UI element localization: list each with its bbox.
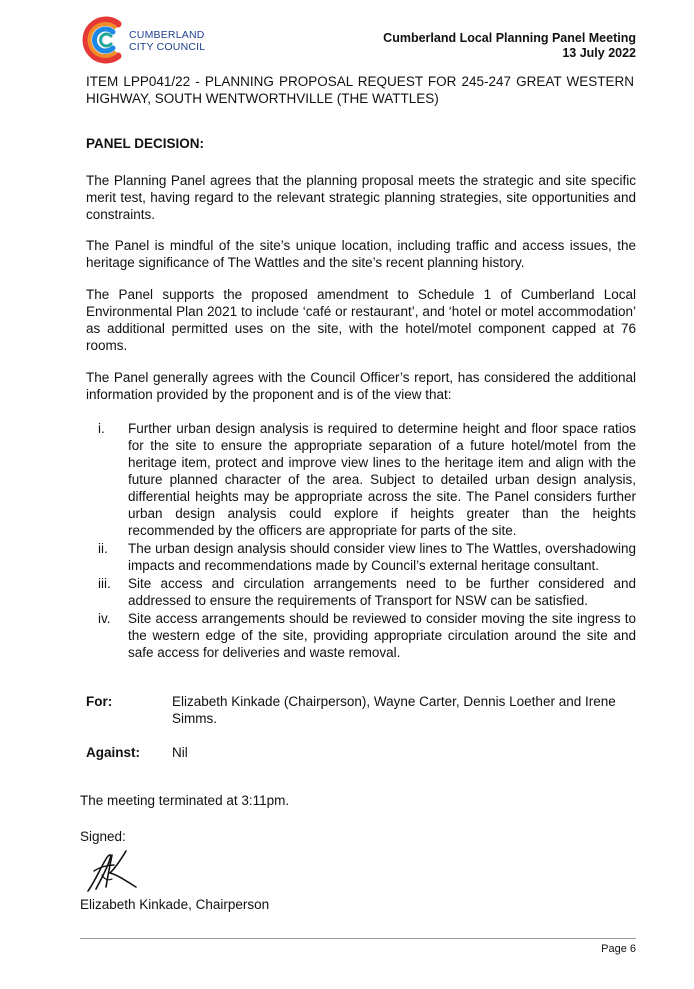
list-item-text: Further urban design analysis is required to determine height and floor space ratios for the site to ensure the appropriate separation of a future hotel/motel from the heritage item, protect and improve view lines to the heritage item and align with the future planned character of the area. Subject to detailed urban design analysis, differential heights may be appropriate across the site. The Panel considers further urban design analysis could explore if heights greater than the heights recommended by the officers are appropriate for parts of the site. <box>128 421 636 538</box>
paragraph-1: The Planning Panel agrees that the planning proposal meets the strategic and site specific merit test, having regard to the relevant strategic planning strategies, site opportunities and constraints. <box>86 173 636 222</box>
list-item-text: Site access arrangements should be reviewed to consider moving the site ingress to the western edge of the site, providing appropriate circulation around the site and safe access for deliveries and waste removal. <box>128 611 636 660</box>
vote-against-label: Against: <box>86 745 140 760</box>
list-item <box>86 610 636 661</box>
view-list <box>86 420 636 662</box>
list-item-number: ii. <box>98 541 108 556</box>
vote-against-value: Nil <box>172 745 188 760</box>
list-item <box>86 420 636 539</box>
signatory-name: Elizabeth Kinkade, Chairperson <box>80 897 270 912</box>
list-item-number: iii. <box>98 576 111 591</box>
council-logo-icon <box>80 14 126 66</box>
vote-for-members: Elizabeth Kinkade (Chairperson), Wayne Carter, Dennis Loether and Irene Simms. <box>172 694 616 726</box>
meeting-terminated: The meeting terminated at 3:11pm. <box>80 793 290 808</box>
page-number: Page 6 <box>601 943 636 955</box>
meeting-header <box>383 31 636 61</box>
logo-line-2: CITY COUNCIL <box>129 41 206 53</box>
list-item <box>86 540 636 574</box>
list-item-number: i. <box>98 421 105 436</box>
list-item-text: Site access and circulation arrangements need to be further considered and addressed to ensure the requirements of Transport for NSW can be satisfied. <box>128 576 636 608</box>
meeting-title: Cumberland Local Planning Panel Meeting <box>383 31 636 45</box>
paragraph-4: The Panel generally agrees with the Council Officer’s report, has considered the additional information provided by the proponent and is of the view that: <box>86 370 636 402</box>
footer-divider <box>80 938 636 939</box>
meeting-date: 13 July 2022 <box>562 46 636 60</box>
council-logo <box>80 14 210 66</box>
signed-label: Signed: <box>80 829 126 844</box>
vote-for-label: For: <box>86 694 113 709</box>
signature-image <box>82 845 144 897</box>
list-item <box>86 575 636 609</box>
paragraph-2: The Panel is mindful of the site’s unique location, including traffic and access issues, the heritage significance of The Wattles and the site’s recent planning history. <box>86 238 636 270</box>
panel-decision-heading: PANEL DECISION: <box>86 136 205 151</box>
council-logo-text <box>129 29 205 53</box>
paragraph-3: The Panel supports the proposed amendment to Schedule 1 of Cumberland Local Environmental Plan 2021 to include ‘café or restaurant’, and ‘hotel or motel accommodation’ as additional permitted uses on the site, with the hotel/motel component capped at 76 rooms. <box>86 287 636 353</box>
list-item-number: iv. <box>98 611 111 626</box>
logo-line-1: CUMBERLAND <box>129 29 205 41</box>
item-title: ITEM LPP041/22 - PLANNING PROPOSAL REQUEST FOR 245-247 GREAT WESTERN HIGHWAY, SOUTH WENTWORTHVILLE (THE WATTLES) <box>86 74 634 106</box>
list-item-text: The urban design analysis should consider view lines to The Wattles, overshadowing impacts and recommendations made by Council’s external heritage consultant. <box>128 541 636 573</box>
